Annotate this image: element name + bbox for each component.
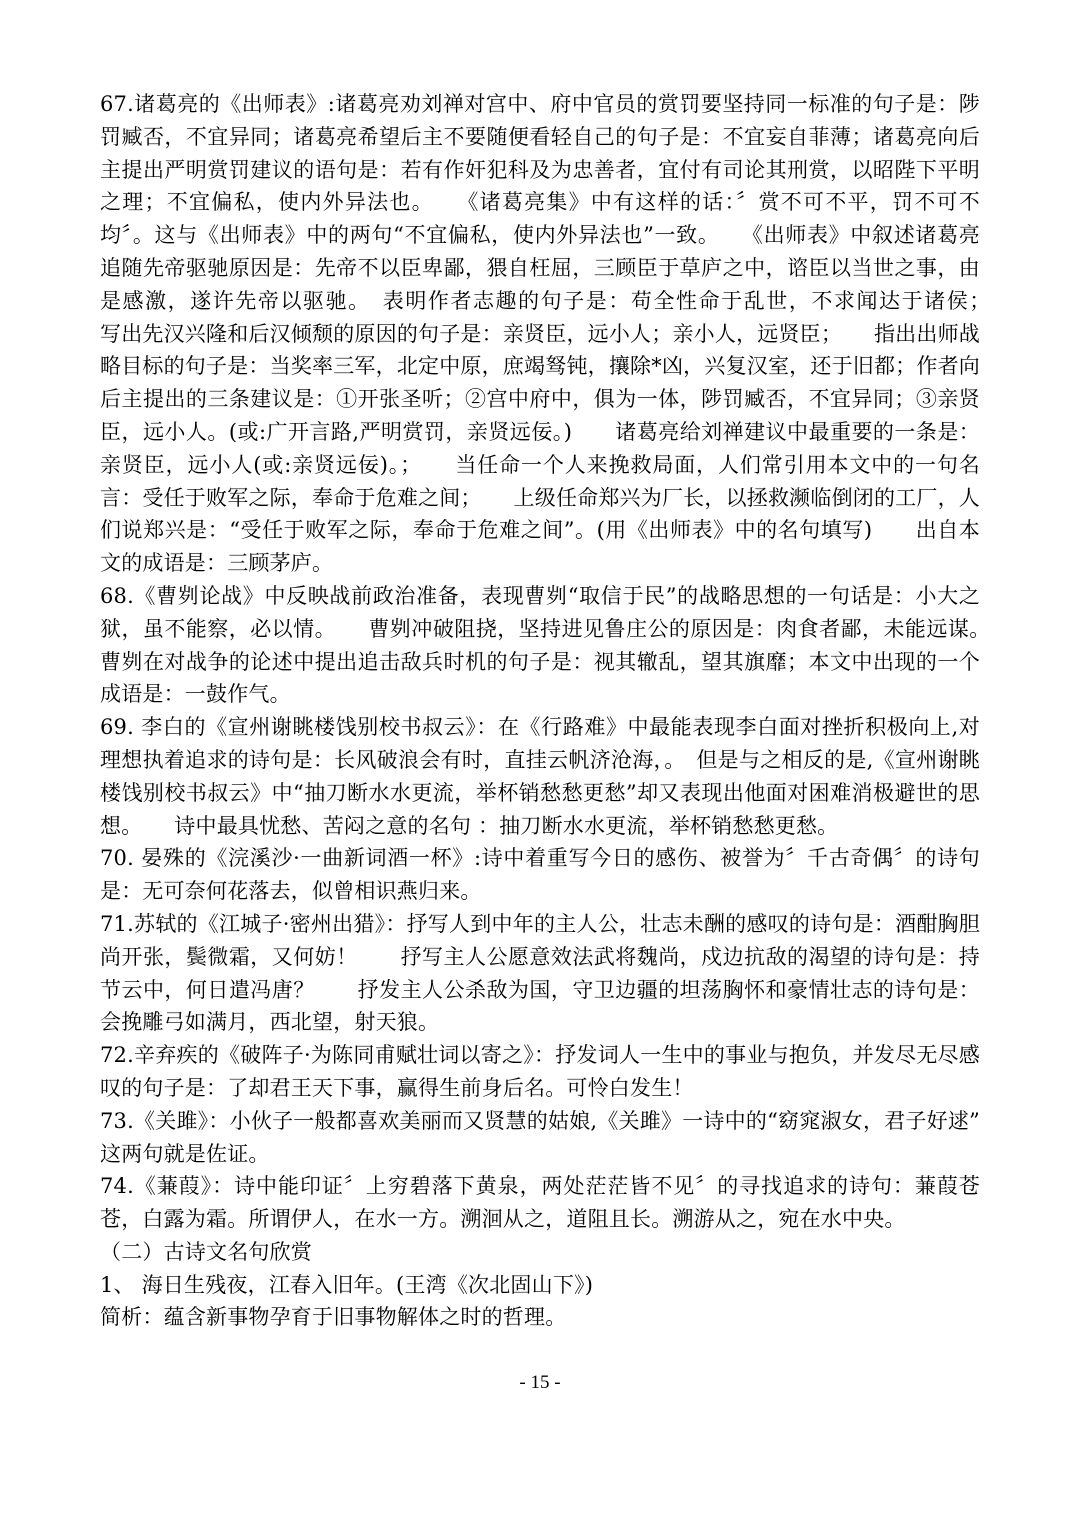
paragraph-73: 73.《关雎》：小伙子一般都喜欢美丽而又贤慧的姑娘,《关雎》一诗中的“窈窕淑女，君子好逑” 这两句就是佐证。: [100, 1108, 980, 1166]
section-heading: （二）古诗文名句欣赏: [100, 1239, 312, 1264]
paragraph-70: 70. 晏殊的《浣溪沙·一曲新词酒一杯》:诗中着重写今日的感伤、被誉为〞千古奇偶〞的诗句是：无可奈何花落去，似曾相识燕归来。: [100, 846, 980, 904]
paragraph-72: 72.辛弃疾的《破阵子·为陈同甫赋壮词以寄之》：抒发词人一生中的事业与抱负，并发尽无尽感叹的句子是：了却君王天下事，赢得生前身后名。可怜白发生！: [100, 1043, 980, 1100]
paragraph-68: 68.《曹刿论战》中反映战前政治准备，表现曹刿“取信于民”的战略思想的一句话是：小大之狱，虽不能察，必以情。 曹刿冲破阻挠，坚持进见鲁庄公的原因是：肉食者鄙，未能远谋。 曹刿在对战争的论述中提出追击敌兵时机的句子是：视其辙乱，望其旗靡；本文中出现的一个成语是：一鼓作气。: [100, 583, 1023, 707]
quote-item-1: 1、 海日生残夜，江春入旧年。(王湾《次北固山下》): [100, 1272, 594, 1297]
paragraph-74: 74.《蒹葭》：诗中能印证〞上穷碧落下黄泉，两处茫茫皆不见〞的寻找追求的诗句：蒹葭苍苍，白露为霜。所谓伊人，在水一方。溯洄从之，道阻且长。溯游从之，宛在水中央。: [100, 1174, 980, 1232]
page-number: - 15 -: [519, 1372, 561, 1393]
paragraph-71: 71.苏轼的《江城子·密州出猎》：抒写人到中年的主人公，壮志未酬的感叹的诗句是：酒酣胸胆尚开张，鬓微霜，又何妨！ 抒写主人公愿意效法武将魏尚，戍边抗敌的渴望的诗句是：持节云中，何日遣冯唐？ 抒发主人公杀敌为国，守卫边疆的坦荡胸怀和豪情壮志的诗句是：会挽雕弓如满月，西北望，射天狼。: [100, 911, 980, 1035]
document-body: [100, 88, 1023, 1334]
paragraph-69: 69. 李白的《宣州谢眺楼饯别校书叔云》：在《行路难》中最能表现李白面对挫折积极向上,对理想执着追求的诗句是：长风破浪会有时，直挂云帆济沧海，。 但是与之相反的是,《宣州谢眺楼饯别校书叔云》中“抽刀断水水更流，举杯销愁愁更愁”却又表现出他面对困难消极避世的思想。 诗中最具忧愁、苦闷之意的名句 ：抽刀断水水更流，举杯销愁愁更愁。: [100, 715, 980, 838]
quote-analysis: 简析：蕴含新事物孕育于旧事物解体之时的哲理。: [100, 1305, 567, 1330]
paragraph-67: 67.诸葛亮的《出师表》:诸葛亮劝刘禅对宫中、府中官员的赏罚要坚持同一标准的句子是：陟罚臧否，不宜异同；诸葛亮希望后主不要随便看轻自己的句子是：不宜妄自菲薄；诸葛亮向后主提出严明赏罚建议的语句是：若有作奸犯科及为忠善者，宜付有司论其刑赏，以昭陛下平明之理；不宜偏私，使内外异法也。 《诸葛亮集》中有这样的话：〞赏不可不平，罚不可不均〞。这与《出师表》中的两句“不宜偏私，使内外异法也”一致。 《出师表》中叙述诸葛亮追随先帝驱驰原因是：先帝不以臣卑鄙，猥自枉屈，三顾臣于草庐之中，谘臣以当世之事，由是感激，遂许先帝以驱驰。 表明作者志趣的句子是：苟全性命于乱世，不求闻达于诸侯； 写出先汉兴隆和后汉倾颓的原因的句子是：亲贤臣，远小人；亲小人，远贤臣； 指出出师战略目标的句子是：当奖率三军，北定中原，庶竭驽钝，攘除*凶，兴复汉室，还于旧都；作者向后主提出的三条建议是：①开张圣听；②宫中府中，俱为一体，陟罚臧否，不宜异同；③亲贤臣，远小人。(或:广开言路,严明赏罚，亲贤远佞。) 诸葛亮给刘禅建议中最重要的一条是：亲贤臣，远小人(或:亲贤远佞)。； 当任命一个人来挽救局面，人们常引用本文中的一句名言：受任于败军之际，奉命于危难之间； 上级任命郑兴为厂长，以拯救濒临倒闭的工厂，人们说郑兴是：“受任于败军之际，奉命于危难之间”。(用《出师表》中的名句填写) 出自本文的成语是：三顾茅庐。: [100, 92, 1023, 576]
